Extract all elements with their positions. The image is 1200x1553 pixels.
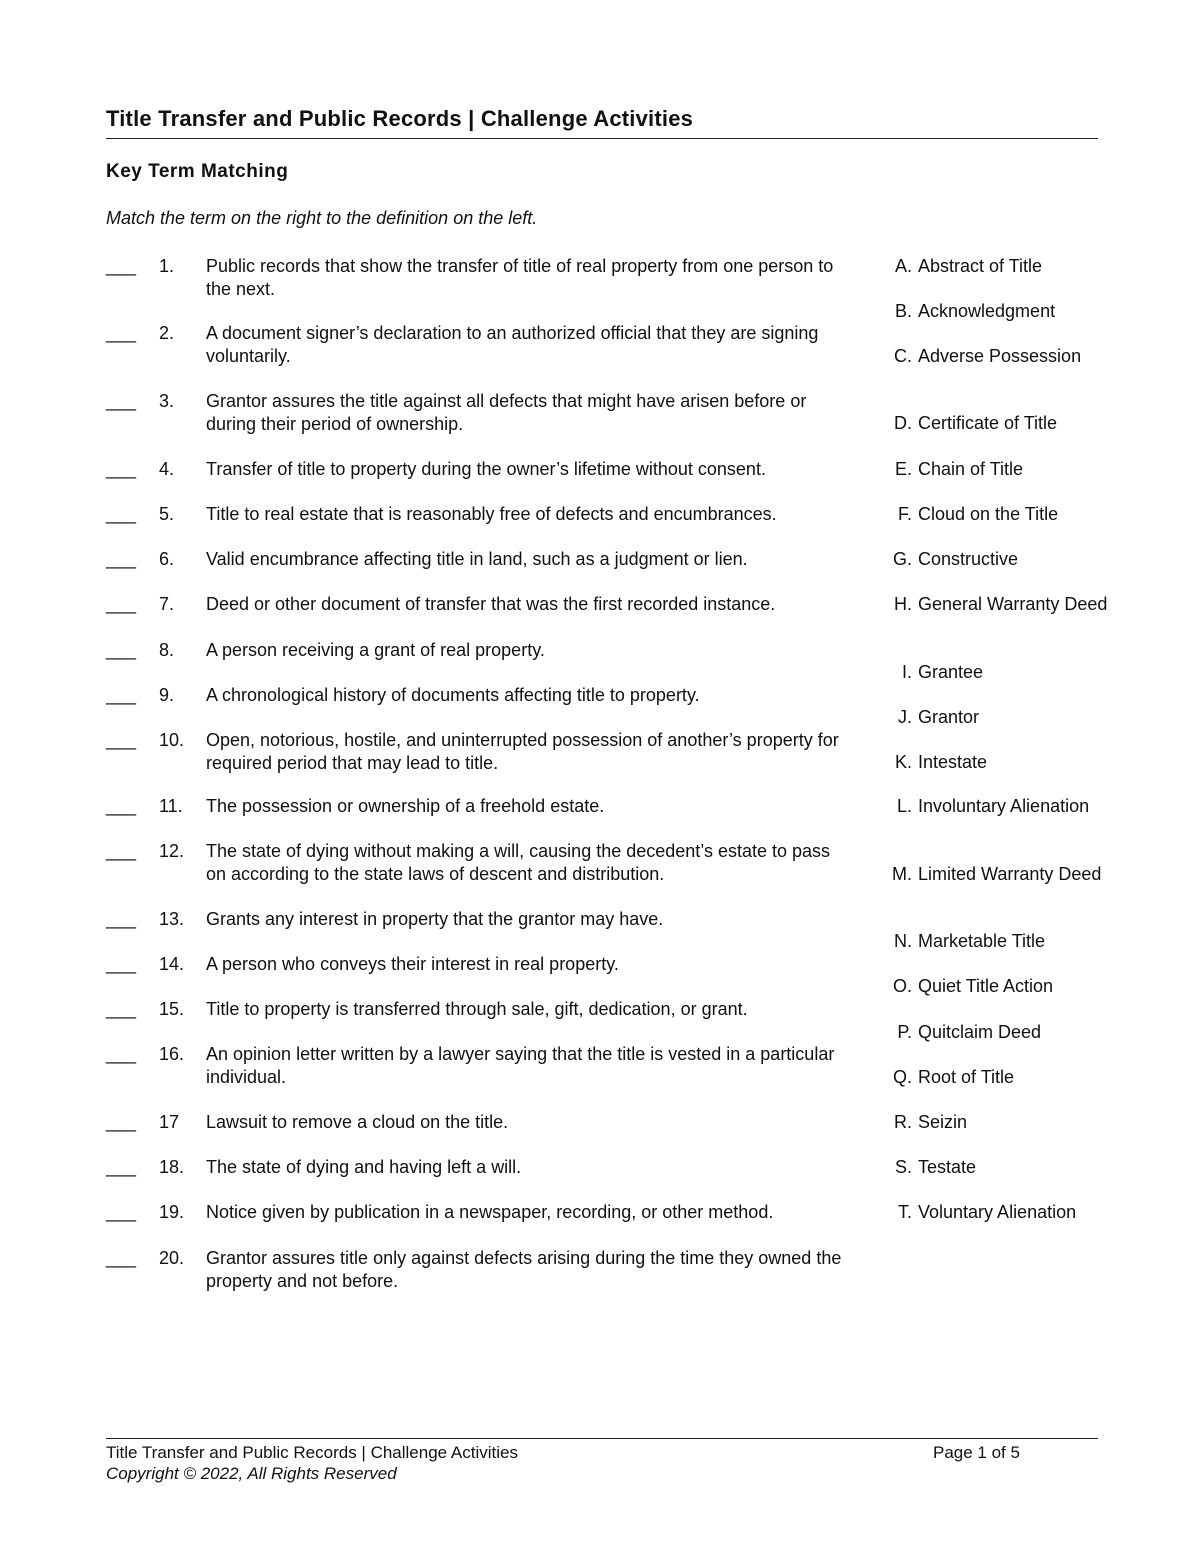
question-number: 18. — [159, 1157, 185, 1177]
answer-blank[interactable]: ___ — [106, 730, 137, 750]
question-number: 16. — [159, 1044, 185, 1064]
question-number: 11. — [159, 796, 183, 816]
question-text: Grantor assures the title against all defects that might have arisen before or during their period of ownership. — [206, 391, 807, 434]
answer-term: Cloud on the Title — [918, 504, 1059, 524]
question-number: 10. — [159, 730, 185, 750]
question-number: 15. — [159, 999, 185, 1019]
answer-blank[interactable]: ___ — [106, 1112, 137, 1132]
page-number: Page 1 of 5 — [933, 1443, 1020, 1462]
answer-term: Voluntary Alienation — [918, 1202, 1077, 1222]
answer-letter: F. — [897, 504, 912, 524]
question-number: 13. — [159, 909, 185, 929]
answer-letter: R. — [894, 1112, 912, 1132]
question-text: A person receiving a grant of real property. — [206, 640, 545, 660]
answer-term: Involuntary Alienation — [918, 796, 1090, 816]
question-text: Title to property is transferred through sale, gift, dedication, or grant. — [206, 999, 748, 1019]
footer-title: Title Transfer and Public Records | Challenge Activities — [106, 1443, 518, 1462]
answer-letter: B. — [894, 301, 912, 321]
question-number: 7. — [159, 594, 175, 614]
answer-letter: O. — [892, 976, 912, 996]
question-number: 1. — [159, 256, 175, 276]
answer-blank[interactable]: ___ — [106, 999, 137, 1019]
question-number: 6. — [159, 549, 175, 569]
answer-letter: A. — [894, 256, 912, 276]
question-text: Lawsuit to remove a cloud on the title. — [206, 1112, 509, 1132]
answer-letter: H. — [894, 594, 912, 614]
answer-term: Chain of Title — [918, 459, 1024, 479]
answer-blank[interactable]: ___ — [106, 796, 137, 816]
question-number: 8. — [159, 640, 175, 660]
answer-letter: J. — [897, 707, 912, 727]
question-text: Public records that show the transfer of title of real property from one person to the next. — [206, 256, 834, 299]
answer-blank[interactable]: ___ — [106, 640, 137, 660]
footer — [106, 1442, 518, 1484]
answer-letter: C. — [894, 346, 912, 366]
answer-term: Grantor — [918, 707, 980, 727]
page-title: Title Transfer and Public Records | Challenge Activities — [106, 106, 694, 131]
answer-letter: M. — [892, 864, 912, 884]
answer-term: Quiet Title Action — [918, 976, 1054, 996]
question-text: Notice given by publication in a newspaper, recording, or other method. — [206, 1202, 774, 1222]
question-number: 12. — [159, 841, 185, 861]
question-text: A chronological history of documents affecting title to property. — [206, 685, 700, 705]
answer-blank[interactable]: ___ — [106, 504, 137, 524]
answer-letter: L. — [896, 796, 912, 816]
answer-term: Limited Warranty Deed — [918, 864, 1102, 884]
question-number: 5. — [159, 504, 175, 524]
answer-term: General Warranty Deed — [918, 594, 1108, 614]
answer-blank[interactable]: ___ — [106, 1044, 137, 1064]
question-text: The state of dying and having left a will. — [206, 1157, 522, 1177]
answer-blank[interactable]: ___ — [106, 1202, 137, 1222]
question-text: Deed or other document of transfer that was the first recorded instance. — [206, 594, 776, 614]
answer-blank[interactable]: ___ — [106, 954, 137, 974]
answer-blank[interactable]: ___ — [106, 685, 137, 705]
answer-letter: I. — [901, 662, 912, 682]
question-number: 4. — [159, 459, 175, 479]
answer-term: Constructive — [918, 549, 1019, 569]
answer-letter: T. — [897, 1202, 912, 1222]
instructions: Match the term on the right to the definition on the left. — [106, 208, 538, 228]
answer-term: Intestate — [918, 752, 988, 772]
answer-letter: D. — [894, 413, 912, 433]
question-text: The possession or ownership of a freehold estate. — [206, 796, 605, 816]
question-text: A person who conveys their interest in real property. — [206, 954, 619, 974]
answer-term: Adverse Possession — [918, 346, 1082, 366]
answer-term: Seizin — [918, 1112, 968, 1132]
answer-blank[interactable]: ___ — [106, 1157, 137, 1177]
answer-letter: G. — [892, 549, 912, 569]
question-text: Title to real estate that is reasonably free of defects and encumbrances. — [206, 504, 777, 524]
answer-blank[interactable]: ___ — [106, 256, 137, 276]
answer-blank[interactable]: ___ — [106, 841, 137, 861]
footer-copyright: Copyright © 2022, All Rights Reserved — [106, 1464, 397, 1483]
answer-letter: N. — [894, 931, 912, 951]
question-text: An opinion letter written by a lawyer saying that the title is vested in a particular individual. — [206, 1044, 835, 1087]
answer-term: Marketable Title — [918, 931, 1046, 951]
answer-blank[interactable]: ___ — [106, 459, 137, 479]
answer-term: Root of Title — [918, 1067, 1015, 1087]
section-heading: Key Term Matching — [106, 161, 289, 182]
answer-term: Abstract of Title — [918, 256, 1043, 276]
answer-term: Quitclaim Deed — [918, 1022, 1042, 1042]
question-number: 2. — [159, 323, 175, 343]
question-text: Transfer of title to property during the owner’s lifetime without consent. — [206, 459, 766, 479]
answer-letter: K. — [894, 752, 912, 772]
answer-term: Grantee — [918, 662, 984, 682]
question-number: 19. — [159, 1202, 185, 1222]
question-text: Grants any interest in property that the grantor may have. — [206, 909, 664, 929]
question-number: 20. — [159, 1248, 185, 1268]
question-text: Valid encumbrance affecting title in land, such as a judgment or lien. — [206, 549, 748, 569]
answer-term: Acknowledgment — [918, 301, 1056, 321]
answer-blank[interactable]: ___ — [106, 549, 137, 569]
question-text: Open, notorious, hostile, and uninterrupted possession of another’s property for required period that may lead to title. — [206, 730, 839, 773]
question-text: The state of dying without making a will, causing the decedent’s estate to pass on according to the state laws of descent and distribution. — [206, 841, 831, 884]
question-number: 17 — [159, 1112, 180, 1132]
question-number: 9. — [159, 685, 175, 705]
answer-letter: E. — [894, 459, 912, 479]
answer-letter: S. — [894, 1157, 912, 1177]
answer-blank[interactable]: ___ — [106, 594, 137, 614]
answer-letter: Q. — [892, 1067, 912, 1087]
question-text: A document signer’s declaration to an authorized official that they are signing voluntarily. — [206, 323, 819, 366]
question-number: 3. — [159, 391, 175, 411]
answer-term: Testate — [918, 1157, 977, 1177]
answer-blank[interactable]: ___ — [106, 391, 137, 411]
question-number: 14. — [159, 954, 185, 974]
answer-blank[interactable]: ___ — [106, 323, 137, 343]
answer-blank[interactable]: ___ — [106, 909, 137, 929]
answer-blank[interactable]: ___ — [106, 1248, 137, 1268]
question-text: Grantor assures title only against defects arising during the time they owned the property and not before. — [206, 1248, 842, 1291]
answer-term: Certificate of Title — [918, 413, 1058, 433]
title-divider — [106, 138, 1098, 139]
footer-divider — [106, 1438, 1098, 1439]
answer-letter: P. — [897, 1022, 912, 1042]
